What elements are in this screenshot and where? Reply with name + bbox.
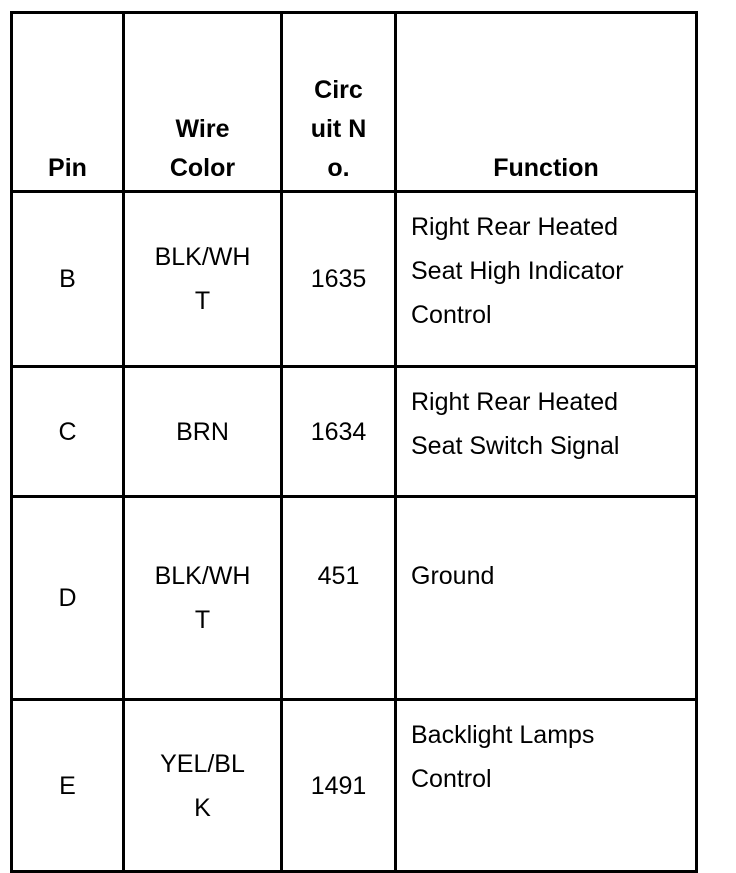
circuit-no-cell: 1491	[282, 700, 396, 872]
wire-color-cell	[124, 192, 282, 367]
wire-color-text: BRN	[176, 417, 229, 446]
function-cell	[396, 192, 697, 367]
pin-cell: C	[12, 367, 124, 497]
header-pin	[12, 13, 124, 192]
table-row	[12, 367, 697, 497]
header-function-label: Function	[493, 154, 599, 182]
function-cell	[396, 367, 697, 497]
table-row	[12, 700, 697, 872]
wire-color-cell	[124, 367, 282, 497]
header-wire-color	[124, 13, 282, 192]
function-text: Ground	[411, 562, 495, 590]
header-pin-label: Pin	[48, 154, 87, 182]
function-text: Backlight Lamps Control	[411, 721, 595, 793]
function-text: Right Rear Heated Seat Switch Signal	[411, 388, 620, 460]
wire-color-cell	[124, 497, 282, 700]
circuit-no-cell: 1635	[282, 192, 396, 367]
pin-cell: D	[12, 497, 124, 700]
wire-color-text: YEL/BLK	[160, 749, 245, 822]
table-row	[12, 192, 697, 367]
circuit-no-cell: 451	[282, 497, 396, 700]
wire-color-cell	[124, 700, 282, 872]
function-cell	[396, 700, 697, 872]
circuit-no-cell: 1634	[282, 367, 396, 497]
header-row	[12, 13, 697, 192]
table-body	[12, 192, 697, 872]
table-header	[12, 13, 697, 192]
wire-color-text: BLK/WHT	[154, 243, 251, 315]
header-function	[396, 13, 697, 192]
function-text: Right Rear Heated Seat High Indicator Control	[411, 213, 624, 329]
pin-cell: B	[12, 192, 124, 367]
pin-cell: E	[12, 700, 124, 872]
wire-color-text: BLK/WHT	[154, 562, 251, 634]
function-cell	[396, 497, 697, 700]
header-wire-color-label: Wire Color	[169, 115, 236, 182]
header-circuit-no	[282, 13, 396, 192]
connector-pinout-table	[10, 11, 698, 873]
header-circuit-no-label: Circuit No.	[310, 76, 367, 182]
table-row	[12, 497, 697, 700]
